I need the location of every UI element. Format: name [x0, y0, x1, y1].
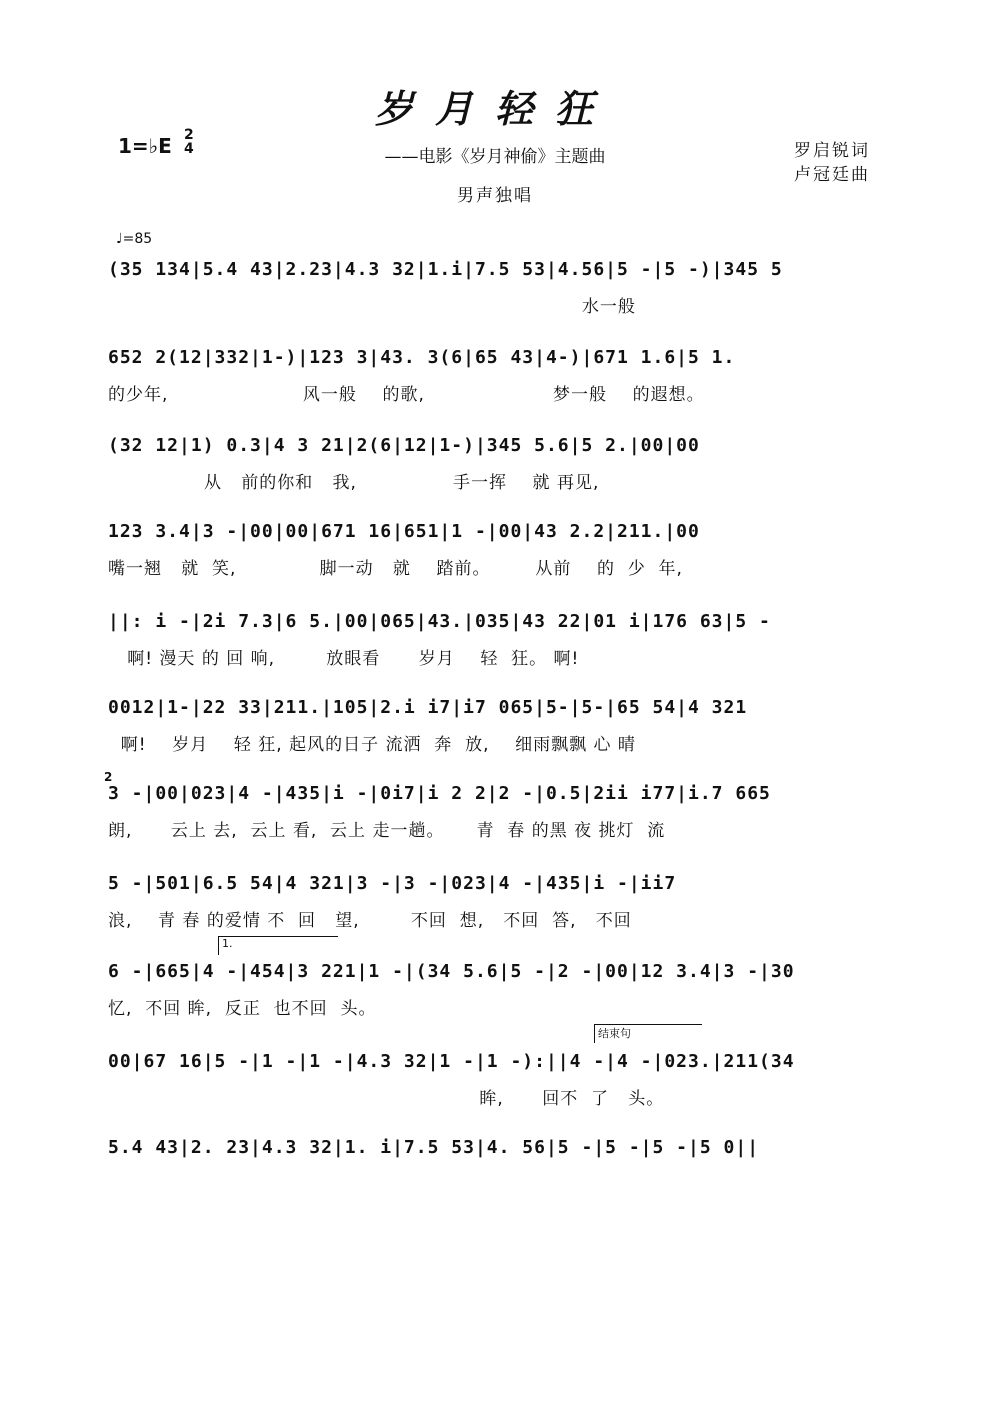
coda-bracket: 结束句 [594, 1024, 702, 1043]
lyrics-line: 的少年, 风一般 的歌, 梦一般 的遐想。 [108, 385, 705, 405]
lyricist-credit: 罗启锐词 [794, 141, 870, 161]
notation-line: 5 -|501|6.5 54|4 321|3 -|3 -|023|4 -|435|i -|ii7 [108, 873, 677, 894]
grace-note: 2 [104, 770, 113, 784]
first-ending-bracket: 1. [218, 936, 338, 955]
notation-line: ||: i -|2i 7.3|6 5.|00|065|43.|035|43 22|01 i|176 63|5 - [108, 611, 771, 632]
notation-line: 6 -|665|4 -|454|3 221|1 -|(34 5.6|5 -|2 -|00|12 3.4|3 -|30 [108, 961, 795, 982]
tempo-marking: ♩=85 [116, 231, 153, 247]
voice-type: 男声独唱 [457, 186, 533, 206]
notation-line: (32 12|1) 0.3|4 3 21|2(6|12|1-)|345 5.6|5 2.|00|00 [108, 435, 700, 456]
lyrics-line: 忆, 不回 眸, 反正 也不回 头。 [108, 999, 377, 1019]
key-signature: 1=♭E [118, 134, 172, 158]
lyrics-line: 啊! 漫天 的 回 响, 放眼看 岁月 轻 狂。 啊! [108, 649, 580, 669]
lyrics-line: 朗, 云上 去, 云上 看, 云上 走一趟。 青 春 的黑 夜 挑灯 流 [108, 821, 666, 841]
lyrics-line: 啊! 岁月 轻 狂, 起风的日子 流洒 奔 放, 细雨飘飘 心 晴 [108, 735, 636, 755]
staff-row-5 [108, 604, 894, 669]
lyrics-line: 嘴一翘 就 笑, 脚一动 就 踏前。 从前 的 少 年, [108, 559, 683, 579]
staff-row-10 [108, 1027, 894, 1109]
lyrics-line: 从 前的你和 我, 手一挥 就 再见, [108, 473, 600, 493]
staff-row-9 [108, 937, 894, 1019]
notation-line: 0012|1-|22 33|211.|105|2.i i7|i7 065|5-|5-|65 54|4 321 [108, 697, 748, 718]
lyrics-line: 浪, 青 春 的爱情 不 回 望, 不回 想, 不回 答, 不回 [108, 911, 632, 931]
notation-line: 00|67 16|5 -|1 -|1 -|4.3 32|1 -|1 -):||4 -|4 -|023.|211(34 [108, 1051, 795, 1072]
notation-line: 652 2(12|332|1-)|123 3|43. 3(6|65 43|4-)|671 1.6|5 1. [108, 347, 736, 368]
staff-row-4 [108, 514, 894, 579]
staff-row-6 [108, 690, 894, 755]
notation-line: (35 134|5.4 43|2.23|4.3 32|1.i|7.5 53|4.56|5 -|5 -)|345 5 [108, 259, 783, 280]
notation-line: 3 -|00|023|4 -|435|i -|0i7|i 2 2|2 -|0.5|2ii i77|i.7 665 [108, 783, 771, 804]
staff-row-3 [108, 428, 894, 493]
staff-row-8 [108, 866, 894, 931]
lyrics-line: 眸, 回不 了 头。 [108, 1089, 665, 1109]
notation-line: 123 3.4|3 -|00|00|671 16|651|1 -|00|43 2.2|211.|00 [108, 521, 700, 542]
lyrics-line: 水一般 [108, 297, 636, 317]
notation-line: 5.4 43|2. 23|4.3 32|1. i|7.5 53|4. 56|5 -|5 -|5 -|5 0|| [108, 1137, 760, 1158]
staff-row-7 [104, 770, 894, 841]
time-signature-top: 2 [184, 127, 194, 143]
staff-row-1 [108, 252, 894, 317]
time-signature-bottom: 4 [184, 141, 194, 157]
staff-row-11 [108, 1130, 894, 1166]
subtitle: ——电影《岁月神偷》主题曲 [384, 147, 606, 167]
staff-row-2 [108, 340, 894, 405]
song-title: 岁月轻狂 [374, 86, 615, 131]
composer-credit: 卢冠廷曲 [794, 165, 870, 185]
